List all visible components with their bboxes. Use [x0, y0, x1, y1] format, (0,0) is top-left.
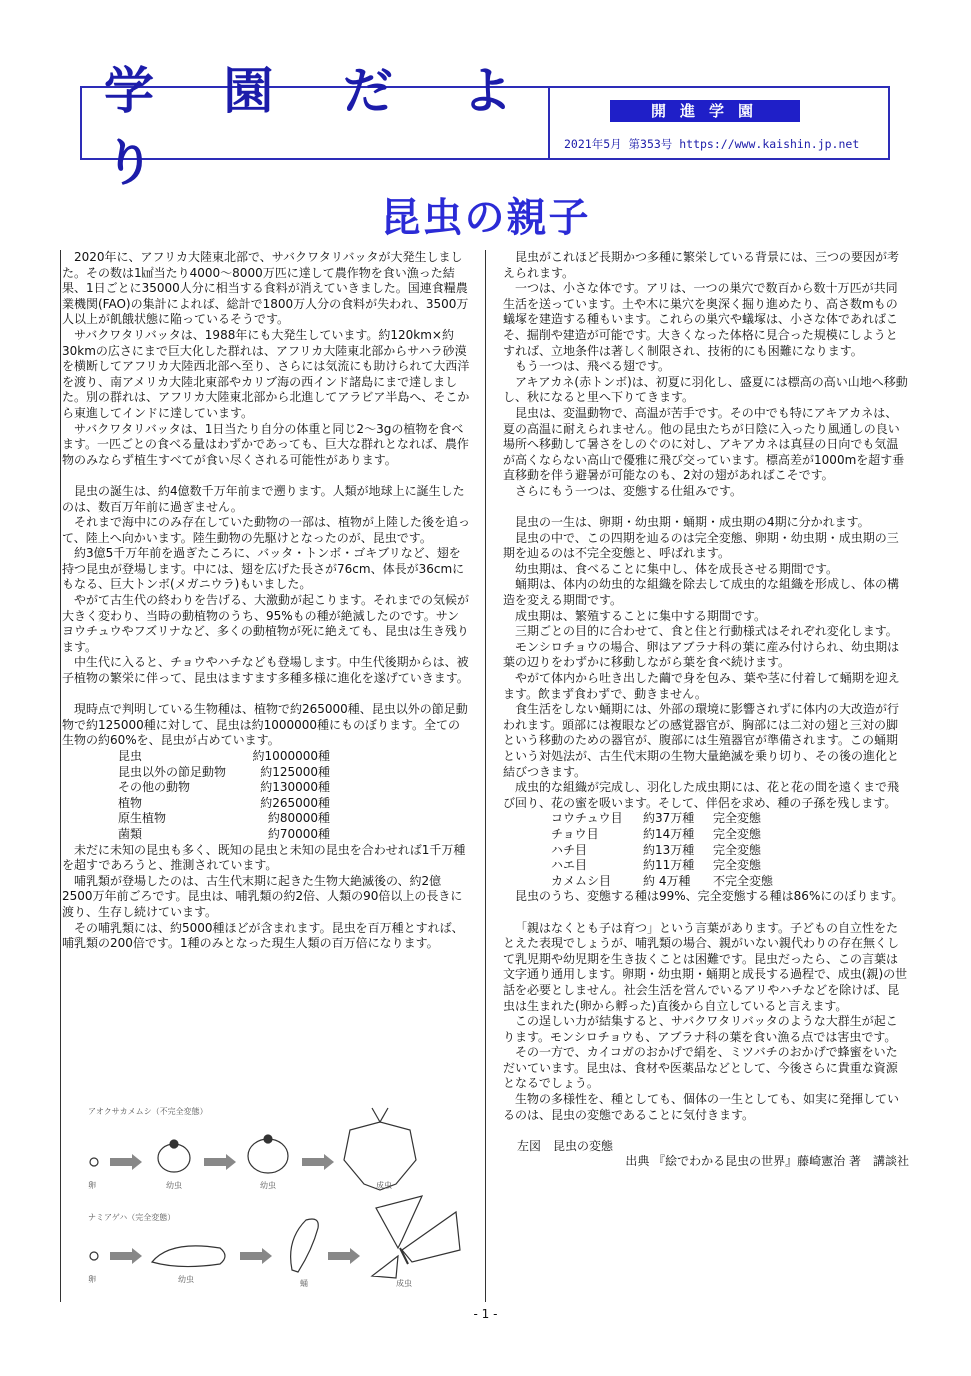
- egg-icon-2: [90, 1252, 98, 1260]
- species-name: 原生植物: [118, 811, 167, 826]
- species-name: 植物: [118, 795, 143, 810]
- metamorphosis-figure: [80, 1100, 468, 1290]
- species-name: その他の動物: [118, 780, 191, 795]
- paragraph: 昆虫の誕生は、約4億数千万年前まで遡ります。人類が地球上に誕生したのは、数百万年前に過ぎません。: [62, 483, 465, 514]
- nymph-icon-2: [248, 1139, 288, 1173]
- paragraph: 昆虫の一生は、卵期・幼虫期・蛹期・成虫期の4期に分かれます。: [515, 515, 870, 530]
- order-name: コウチュウ目: [551, 811, 623, 826]
- paragraph: 成虫的な組織が完成し、羽化した成虫期には、花と花の間を遠くまで飛び回り、花の蜜を吸います。そして、伴侶を求め、種の子孫を残します。: [503, 780, 900, 810]
- table-row: [551, 843, 793, 859]
- paragraph: 約3億5千万年前を過ぎたころに、バッタ・トンボ・ゴキブリなど、翅を持つ昆虫が登場します。中には、翅を広げた長さが76cm、体長が36cmにもなる、巨大トンボ(メガニウラ)もいました。: [62, 546, 465, 592]
- right-column: [503, 250, 909, 1170]
- left-column: [62, 250, 470, 952]
- table-row: [551, 811, 793, 827]
- species-count: 約70000種: [267, 826, 330, 841]
- order-name: カメムシ目: [551, 873, 612, 888]
- species-table: [118, 749, 330, 843]
- order-type: 不完全変態: [713, 873, 774, 888]
- caterpillar-icon: [152, 1246, 225, 1267]
- paragraph: アキアカネ(赤トンボ)は、初夏に羽化し、盛夏には標高の高い山地へ移動し、秋になると里へ下りてきます。: [503, 374, 908, 405]
- table-row: [118, 765, 330, 781]
- paragraph: モンシロチョウの場合、卵はアブラナ科の葉に産み付けられ、幼虫期は葉の辺りをわずかに移動しながら葉を食べ続けます。: [503, 639, 900, 670]
- stinkbug-row: [90, 1108, 416, 1190]
- paragraph: この逞しい力が結集すると、サバクワタリバッタのような大群生が起こります。モンシロチョウも、アブラナ科の葉を食い漁る点では害虫です。: [503, 1014, 898, 1044]
- species-name: 昆虫: [118, 749, 143, 763]
- page-number: - 1 -: [473, 1307, 498, 1321]
- paragraph: 「親はなくとも子は育つ」という言葉があります。子どもの自立性をたとえた表現でしょうが、哺乳類の場合、親がいない親代わりの存在無くして乳児期や幼児期を生き抜くことは困難です。昆虫だったら、この言葉は文字通り通用します。卵期・幼虫期・蛹期と成長する過程で、成虫(親)の世話を必要としません。社会生活を営んでいるアリやハチなどを除けば、昆虫は生まれた(卵から孵った)直後から自立していると言えます。: [503, 920, 908, 1013]
- figure-caption-top: アオクサカメムシ（不完全変態）: [88, 1107, 208, 1116]
- swallowtail-row: [90, 1196, 460, 1278]
- paragraph: 蛹期は、体内の幼虫的な組織を除去して成虫的な組織を形成し、体の構造を変える期間です。: [503, 577, 900, 608]
- figure-label-larva: 幼虫: [178, 1275, 194, 1284]
- order-count: 約13万種: [643, 842, 695, 857]
- table-row: [118, 827, 330, 843]
- paragraph: 現時点で判明している生物種は、植物で約265000種、昆虫以外の節足動物で約125000種に対して、昆虫は約1000000種にものぼります。全ての生物の約60%を、昆虫が占めています。: [62, 702, 468, 748]
- order-count: 約 4万種: [643, 873, 691, 888]
- metamorphosis-illustration: [80, 1100, 468, 1290]
- order-name: ハチ目: [551, 842, 588, 857]
- masthead: [80, 61, 890, 192]
- paragraph: 一つは、小さな体です。アリは、一つの巣穴で数百から数十万匹が共同生活を送っています。土や木に巣穴を奥深く掘り進めたり、高さ数mもの蟻塚を建造する種もいます。これらの巣穴や蟻塚は、小さな体であればこそ、掘削や建造が可能です。大きくなった体格に見合った規模にしようとすれば、立地条件は著しく制限され、技術的にも困難になります。: [503, 281, 899, 358]
- paragraph: [503, 1123, 909, 1139]
- species-name: 菌類: [118, 826, 143, 841]
- figure-label-adult: 成虫: [376, 1181, 392, 1190]
- species-count: 約130000種: [260, 780, 330, 795]
- paragraph: 昆虫のうち、変態する種は99%、完全変態する種は86%にのぼります。: [515, 889, 904, 904]
- species-count: 約265000種: [260, 795, 330, 810]
- table-row: [118, 749, 330, 765]
- order-count: 約14万種: [643, 826, 695, 841]
- metamorphosis-table: [551, 811, 793, 889]
- order-type: 完全変態: [713, 858, 762, 873]
- paragraph: 哺乳類が登場したのは、古生代末期に起きた生物大絶滅後の、約2億2500万年前ごろです。昆虫は、哺乳類の約2倍、人類の90倍以上の長きに渡り、生存し続けています。: [62, 873, 463, 919]
- arrow-icon: [110, 1154, 142, 1170]
- paragraph: その一方で、カイコガのおかげで絹を、ミツバチのおかげで蜂蜜をいただいています。昆虫は、食材や医薬品などとして、今後さらに貴重な資源となるでしょう。: [503, 1045, 898, 1091]
- table-row: [118, 811, 330, 827]
- order-count: 約11万種: [643, 858, 695, 873]
- table-row: [551, 874, 793, 890]
- table-row: [551, 827, 793, 843]
- table-row: [551, 858, 793, 874]
- paragraph: 幼虫期は、食べることに集中し、体を成長させる期間です。: [515, 561, 839, 576]
- newsletter-title: 学 園 だ よ り: [82, 88, 550, 158]
- figure-caption-label: 左図 昆虫の変態: [517, 1138, 614, 1153]
- egg-icon: [90, 1158, 98, 1166]
- paragraph: 食生活をしない蛹期には、外部の環境に影響されずに体内の大改造が行われます。頭部には複眼などの感覚器官が、胸部には二対の翅と三対の脚という移動のための器官が、腹部には生殖器官が準備されます。この蛹期という対処法が、古生代末期の生物大量絶滅を乗り切り、その後の進化と結びつきます。: [503, 702, 900, 779]
- paragraph: 成虫期は、繁殖することに集中する期間です。: [515, 608, 767, 623]
- figure-label-egg: 卵: [88, 1181, 96, 1190]
- column-rule-center: [485, 250, 486, 1302]
- order-count: 約37万種: [643, 811, 695, 826]
- paragraph: 2020年に、アフリカ大陸東北部で、サバクワタリバッタが大発生しました。その数は1㎢当たり4000～8000万匹に達して農作物を食い漁った結果、1日ごとに35000人分に相当する食料が消えていきました。国連食糧農業機関(FAO)の集計によれば、総計で1800万人分の食料が失われ、3500万人以上が飢餓状態に陥っているそうです。: [62, 250, 469, 327]
- figure-label-adult-b: 成虫: [396, 1279, 412, 1288]
- order-name: チョウ目: [551, 826, 599, 841]
- paragraph: やがて古生代の終わりを告げる、大激動が起こります。それまでの気候が大きく変わり、当時の動植物のうち、95%もの種が絶滅したのです。サンヨウチュウやフズリナなど、多くの動植物が死に絶えても、昆虫は生き残ります。: [62, 593, 470, 654]
- species-count: 約1000000種: [252, 749, 330, 763]
- figure-label-nymph: 幼虫: [166, 1181, 182, 1190]
- figure-caption-bottom: ナミアゲハ（完全変態）: [88, 1213, 176, 1222]
- paragraph: もう一つは、飛べる翅です。: [515, 359, 671, 374]
- order-name: ハエ目: [551, 858, 588, 873]
- species-name: 昆虫以外の節足動物: [118, 764, 227, 779]
- paragraph: [62, 468, 470, 484]
- headline: 昆虫の親子: [380, 195, 591, 241]
- order-type: 完全変態: [713, 842, 762, 857]
- paragraph: [62, 687, 470, 703]
- paragraph: 昆虫は、変温動物で、高温が苦手です。その中でも特にアキアカネは、夏の高温に耐えられません。他の昆虫たちが日陰に入ったり風通しの良い場所へ移動して暑さをしのぐのに対し、アキアカネは真昼の日向でも気温が高くならない高山で優雅に飛び交っています。標高差が1000mを超す垂直移動を伴う避暑が可能なのも、2対の翅があればこそです。: [503, 405, 905, 483]
- table-row: [118, 780, 330, 796]
- species-count: 約125000種: [260, 764, 330, 779]
- column-rule-left: [60, 250, 61, 1302]
- paragraph: サバクワタリバッタは、1日当たり自分の体重と同じ2～3gの植物を食べます。一匹ごとの食べる量はわずかであっても、巨大な群れとなれば、農作物のみならず植生すべてが食い尽くされる可能性があります。: [62, 421, 469, 467]
- paragraph: 昆虫の中で、この四期を辿るのは完全変態、卵期・幼虫期・成虫期の三期を辿るのは不完全変態と、呼ばれます。: [503, 530, 899, 561]
- paragraph: さらにもう一つは、変態する仕組みです。: [515, 483, 743, 498]
- figure-label-egg-b: 卵: [88, 1275, 96, 1284]
- masthead-info: [550, 88, 888, 158]
- table-row: [118, 796, 330, 812]
- figure-label-nymph-2: 幼虫: [260, 1181, 276, 1190]
- issue-line: 2021年5月 第353号 https://www.kaishin.jp.net: [564, 137, 860, 151]
- paragraph: [503, 500, 909, 516]
- paragraph: それまで海中にのみ存在していた動物の一部は、植物が上陸した後を追って、陸上へ向かいます。陸生動物の先駆けとなったのが、昆虫です。: [62, 515, 471, 545]
- paragraph: やがて体内から吐き出した繭で身を包み、葉や茎に付着して蛹期を迎えます。飲まず食わずで、動きません。: [503, 671, 900, 701]
- paragraph: 昆虫がこれほど長期かつ多種に繁栄している背景には、三つの要因が考えられます。: [503, 250, 900, 280]
- paragraph: 三期ごとの目的に合わせて、食と住と行動様式はそれぞれ変化します。: [515, 624, 898, 639]
- pupa-icon: [291, 1219, 319, 1272]
- paragraph: その哺乳類には、約5000種ほどが含まれます。昆虫を百万種とすれば、哺乳類の200倍です。1種のみとなった現生人類の百万倍になります。: [62, 920, 464, 951]
- order-type: 完全変態: [713, 826, 762, 841]
- paragraph: 中生代に入ると、チョウやハチなども登場します。中生代後期からは、被子植物の繁栄に伴って、昆虫はますます多種多様に進化を遂げていきます。: [62, 655, 469, 686]
- order-type: 完全変態: [713, 811, 762, 826]
- paragraph: [503, 905, 909, 921]
- paragraph: 未だに未知の昆虫も多く、既知の昆虫と未知の昆虫を合わせれば1千万種を超すであろうと、推測されています。: [62, 842, 466, 873]
- figure-source: 出典 『絵でわかる昆虫の世界』藤崎憲治 著 講談社: [625, 1154, 909, 1169]
- school-name: 開進学園: [610, 100, 800, 122]
- species-count: 約80000種: [267, 811, 330, 826]
- paragraph: サバクワタリバッタは、1988年にも大発生しています。約120km×約30kmの広さにまで巨大化した群れは、アフリカ大陸東北部からサハラ砂漠を横断してアフリカ大陸西北部へ至り、さらには気流にも助けられて大西洋を渡り、南アメリカ大陸北東部やカリブ海の西インド諸島にまで達しました。別の群れは、アフリカ大陸東北部から北進してアラビア半島へ、そこから東進してインドに達しています。: [62, 327, 470, 420]
- paragraph: 生物の多様性を、種としても、個体の一生としても、如実に発揮しているのは、昆虫の変態であることに気付きます。: [503, 1092, 900, 1122]
- butterfly-icon: [372, 1196, 460, 1278]
- figure-label-pupa: 蛹: [300, 1279, 308, 1288]
